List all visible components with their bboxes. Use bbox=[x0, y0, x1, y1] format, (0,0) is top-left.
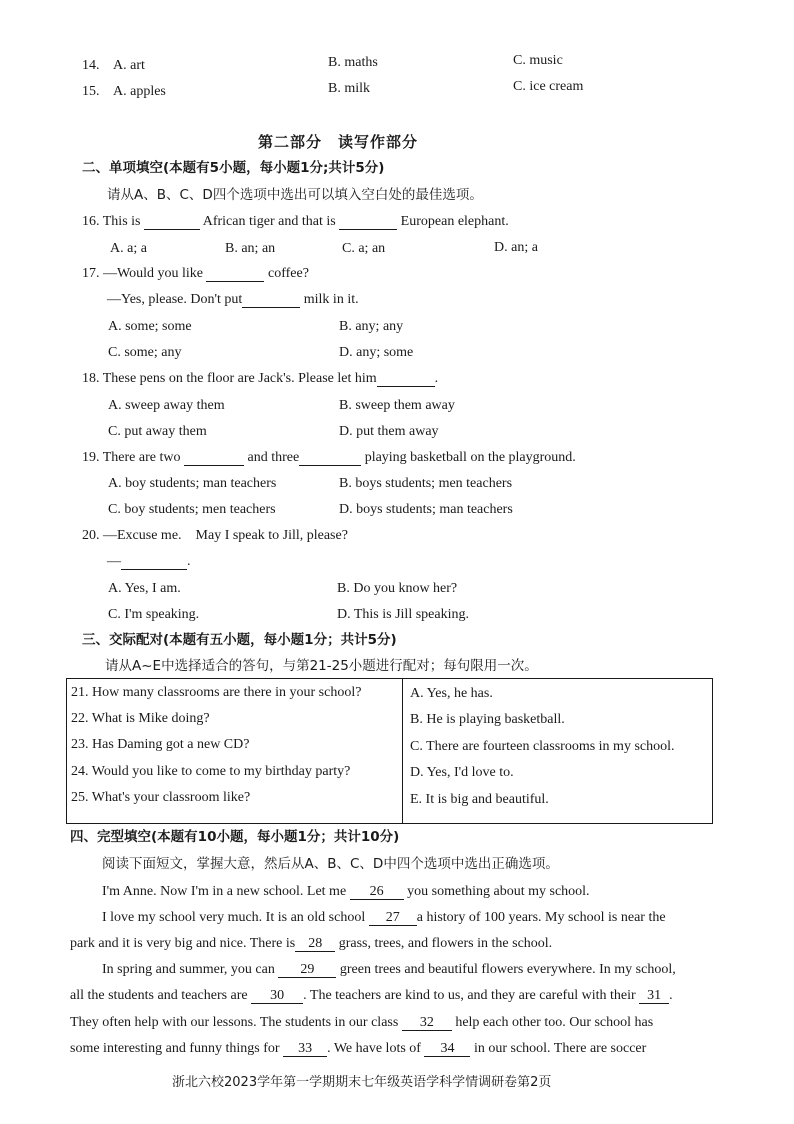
q19-option-c: C. boy students; men teachers bbox=[108, 502, 276, 517]
match-answer-e: E. It is big and beautiful. bbox=[410, 792, 549, 807]
section2-heading: 二、单项填空(本题有5小题，每小题1分;共计5分) bbox=[82, 160, 385, 176]
q14-option-a: A. art bbox=[113, 58, 145, 73]
q19-end: playing basketball on the playground. bbox=[364, 450, 576, 465]
cloze-text: . bbox=[669, 988, 673, 1003]
cloze-line-7 bbox=[70, 1040, 646, 1058]
q19-blank-2[interactable] bbox=[299, 451, 361, 466]
q17-option-b: B. any; any bbox=[339, 319, 404, 334]
q20-line2 bbox=[107, 553, 191, 571]
q15-option-b: B. milk bbox=[328, 81, 371, 96]
q16-option-a: A. a; a bbox=[110, 241, 147, 256]
q19-option-b: B. boys students; men teachers bbox=[339, 476, 513, 491]
match-question-23: 23. Has Daming got a new CD? bbox=[71, 737, 250, 752]
cloze-blank-31[interactable]: 31 bbox=[639, 989, 669, 1004]
q19-option-d: D. boys students; man teachers bbox=[339, 502, 513, 517]
q17-line2-start: —Yes, please. Don't put bbox=[107, 292, 243, 307]
q16-option-c: C. a; an bbox=[342, 241, 386, 256]
q17-blank-1[interactable] bbox=[206, 267, 264, 282]
q19-option-a: A. boy students; man teachers bbox=[108, 476, 277, 491]
q20-option-b: B. Do you know her? bbox=[337, 581, 458, 596]
cloze-text: In spring and summer, you can bbox=[102, 962, 275, 977]
q20-line2-end: . bbox=[187, 554, 191, 569]
q17-end: coffee? bbox=[267, 266, 309, 281]
match-question-21: 21. How many classrooms are there in your school? bbox=[71, 685, 362, 700]
q16-middle: African tiger and that is bbox=[202, 214, 336, 229]
q18-option-b: B. sweep them away bbox=[339, 398, 455, 413]
q17-line2 bbox=[107, 291, 359, 309]
q20-option-c: C. I'm speaking. bbox=[108, 607, 200, 622]
cloze-blank-30[interactable]: 30 bbox=[251, 989, 303, 1004]
q17-option-a: A. some; some bbox=[108, 319, 192, 334]
part2-title: 第二部分 读写作部分 bbox=[258, 133, 419, 151]
q18-blank[interactable] bbox=[377, 372, 435, 387]
cloze-blank-29[interactable]: 29 bbox=[278, 963, 336, 978]
cloze-text: I love my school very much. It is an old school bbox=[102, 910, 366, 925]
q17-option-c: C. some; any bbox=[108, 345, 182, 360]
q18-option-a: A. sweep away them bbox=[108, 398, 225, 413]
cloze-text: I'm Anne. Now I'm in a new school. Let me bbox=[102, 884, 347, 899]
page-footer: 浙北六校2023学年第一学期期末七年级英语学科学情调研卷第2页 bbox=[172, 1075, 552, 1090]
cloze-text: They often help with our lessons. The students in our class bbox=[70, 1015, 399, 1030]
q19-stem bbox=[82, 449, 576, 467]
q20-blank[interactable] bbox=[121, 555, 187, 570]
q18-stem bbox=[82, 370, 438, 388]
cloze-text: help each other too. Our school has bbox=[455, 1015, 654, 1030]
q17-stem bbox=[82, 265, 309, 283]
q17-start: 17. —Would you like bbox=[82, 266, 203, 281]
section3-heading: 三、交际配对(本题有五小题，每小题1分；共计5分) bbox=[82, 632, 397, 648]
match-answer-b: B. He is playing basketball. bbox=[410, 712, 565, 727]
cloze-blank-32[interactable]: 32 bbox=[402, 1016, 452, 1031]
cloze-text: all the students and teachers are bbox=[70, 988, 248, 1003]
q16-end: European elephant. bbox=[400, 214, 509, 229]
cloze-line-3 bbox=[70, 935, 552, 953]
q20-line2-start: — bbox=[107, 554, 121, 569]
cloze-text: grass, trees, and flowers in the school. bbox=[338, 936, 553, 951]
cloze-text: some interesting and funny things for bbox=[70, 1041, 280, 1056]
q18-option-d: D. put them away bbox=[339, 424, 439, 439]
q18-start: 18. These pens on the floor are Jack's. Please let him bbox=[82, 371, 377, 386]
cloze-text: in our school. There are soccer bbox=[473, 1041, 647, 1056]
q17-line2-end: milk in it. bbox=[303, 292, 359, 307]
cloze-text: . The teachers are kind to us, and they are careful with their bbox=[303, 988, 636, 1003]
q19-middle: and three bbox=[247, 450, 300, 465]
cloze-text: green trees and beautiful flowers everywhere. In my school, bbox=[339, 962, 676, 977]
cloze-text: a history of 100 years. My school is near the bbox=[416, 910, 666, 925]
match-question-25: 25. What's your classroom like? bbox=[71, 790, 251, 805]
q14-option-c: C. music bbox=[513, 53, 563, 68]
q16-stem bbox=[82, 213, 509, 231]
section3-instruction: 请从A~E中选择适合的答句，与第21-25小题进行配对；每句限用一次。 bbox=[105, 658, 538, 674]
match-question-24: 24. Would you like to come to my birthday party? bbox=[71, 764, 351, 779]
q16-blank-2[interactable] bbox=[339, 215, 397, 230]
q20-stem: 20. —Excuse me. May I speak to Jill, please? bbox=[82, 528, 348, 543]
q19-blank-1[interactable] bbox=[184, 451, 244, 466]
q19-start: 19. There are two bbox=[82, 450, 181, 465]
cloze-line-2 bbox=[102, 909, 666, 927]
q15-number: 15. bbox=[82, 84, 100, 99]
cloze-text: park and it is very big and nice. There is bbox=[70, 936, 296, 951]
cloze-line-5 bbox=[70, 987, 673, 1005]
q17-blank-2[interactable] bbox=[242, 293, 300, 308]
q20-option-a: A. Yes, I am. bbox=[108, 581, 181, 596]
cloze-blank-27[interactable]: 27 bbox=[369, 911, 417, 926]
q16-option-d: D. an; a bbox=[494, 240, 538, 255]
match-answer-a: A. Yes, he has. bbox=[410, 686, 493, 701]
q16-blank-1[interactable] bbox=[144, 215, 200, 230]
q16-start: 16. This is bbox=[82, 214, 141, 229]
q14-number: 14. bbox=[82, 58, 100, 73]
cloze-line-4 bbox=[102, 961, 676, 979]
cloze-text: you something about my school. bbox=[407, 884, 590, 899]
q14-option-b: B. maths bbox=[328, 55, 378, 70]
section2-instruction: 请从A、B、C、D四个选项中选出可以填入空白处的最佳选项。 bbox=[107, 187, 483, 203]
cloze-blank-26[interactable]: 26 bbox=[350, 885, 404, 900]
q18-option-c: C. put away them bbox=[108, 424, 207, 439]
cloze-line-1 bbox=[102, 883, 590, 901]
section4-instruction: 阅读下面短文，掌握大意，然后从A、B、C、D中四个选项中选出正确选项。 bbox=[102, 856, 559, 872]
section4-heading: 四、完型填空(本题有10小题，每小题1分；共计10分) bbox=[70, 829, 400, 845]
q18-end: . bbox=[434, 371, 439, 386]
matching-table-divider bbox=[402, 679, 403, 823]
matching-table bbox=[66, 678, 713, 824]
q20-option-d: D. This is Jill speaking. bbox=[337, 607, 469, 622]
q15-option-c: C. ice cream bbox=[513, 79, 584, 94]
q15-option-a: A. apples bbox=[113, 84, 166, 99]
match-answer-c: C. There are fourteen classrooms in my school. bbox=[410, 739, 675, 754]
match-question-22: 22. What is Mike doing? bbox=[71, 711, 210, 726]
cloze-text: . We have lots of bbox=[327, 1041, 421, 1056]
match-answer-d: D. Yes, I'd love to. bbox=[410, 765, 514, 780]
cloze-blank-28[interactable]: 28 bbox=[295, 937, 335, 952]
cloze-blank-33[interactable]: 33 bbox=[283, 1042, 327, 1057]
cloze-blank-34[interactable]: 34 bbox=[424, 1042, 470, 1057]
cloze-line-6 bbox=[70, 1014, 653, 1032]
q16-option-b: B. an; an bbox=[225, 241, 276, 256]
q17-option-d: D. any; some bbox=[339, 345, 414, 360]
